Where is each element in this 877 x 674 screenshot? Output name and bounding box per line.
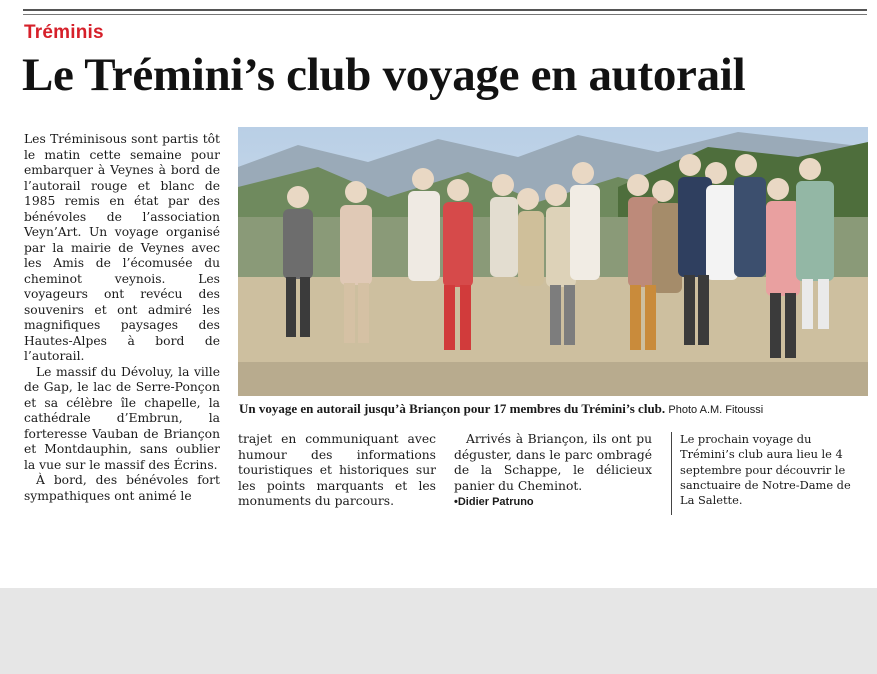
headline: Le Trémini’s club voyage en autorail: [22, 49, 746, 101]
top-rule: [23, 9, 867, 11]
paragraph: Le massif du Dévoluy, la ville de Gap, le lac de Serre-Ponçon et sa célèbre île chapelle, la cathédrale d’Embrun, la forteresse Vauban de Briançon et Montdauphin, sans oublier la vue sur le massif des Écrins.: [24, 364, 220, 472]
section-label: Tréminis: [24, 22, 104, 43]
photo-credit: Photo A.M. Fitoussi: [668, 404, 764, 416]
footer-band: [0, 588, 877, 674]
article-column-4: [680, 432, 866, 508]
top-rule-thin: [23, 14, 867, 15]
caption-text: Un voyage en autorail jusqu’à Briançon pour 17 membres du Trémini’s club.: [239, 401, 666, 416]
photo-caption: [239, 401, 869, 417]
author-byline: •Didier Patruno: [454, 496, 534, 508]
group-photo: [238, 127, 868, 396]
group-photo-illustration: [238, 127, 868, 396]
article-column-3: [454, 432, 652, 511]
paragraph: Arrivés à Briançon, ils ont pu déguster, dans le parc ombragé de la Schappe, le délicieux panier du Cheminot.: [454, 432, 652, 493]
article-column-2: [238, 432, 436, 510]
paragraph: Les Tréminisous sont partis tôt le matin cette semaine pour embarquer à Veynes à bord de l’autorail rouge et blanc de 1985 remis en état par des bénévoles de l’association Veyn’Art. Un voyage organisé par la mairie de Veynes avec les Amis de l’écomusée du cheminot veynois. Les voyageurs ont revécu des souvenirs et ont admiré les magnifiques paysages des Hautes-Alpes à bord de l’autorail.: [24, 132, 220, 363]
article-column-1: [24, 132, 220, 504]
paragraph: À bord, des bénévoles fort sympathiques ont animé le: [24, 473, 220, 503]
paragraph: Le prochain voyage du Trémini’s club aura lieu le 4 septembre pour découvrir le sanctuaire de Notre-Dame de La Salette.: [680, 432, 851, 508]
column-divider: [671, 432, 672, 515]
paragraph: trajet en communiquant avec humour des informations touristiques et historiques sur les points marquants et les monuments du parcours.: [238, 432, 436, 508]
